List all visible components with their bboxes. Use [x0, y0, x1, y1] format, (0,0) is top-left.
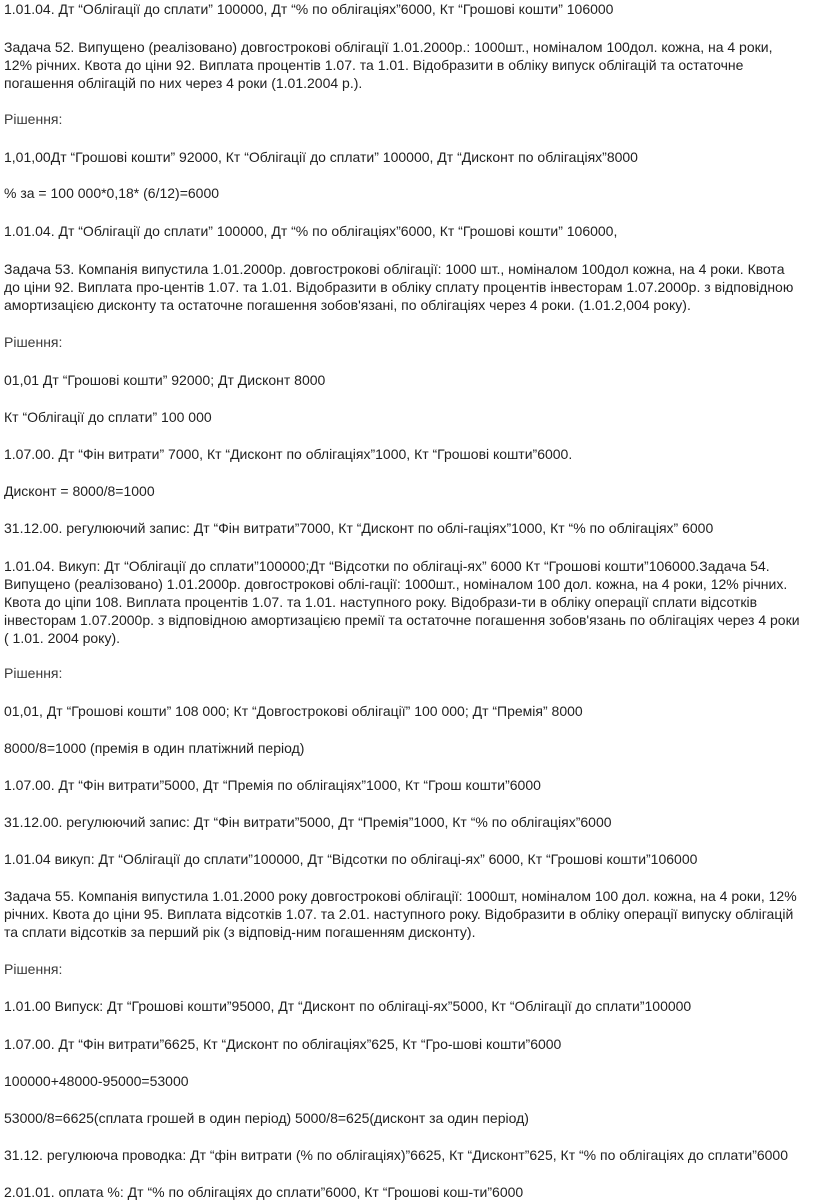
task-52: Задача 52. Випущено (реалізовано) довгострокові облігації 1.01.2000р.: 1000шт., номіналом 100дол. кожна, на 4 роки, 12% річних. Квота до ціни 92. Виплата процентів 1.07. та 1.01. Відобразити в обліку випуск облігацій та остаточне погашення облігацій по них через 4 роки (1.01.2004 р.). [4, 39, 773, 91]
entry-54-5: 1.01.04 викуп: Дт “Облігації до сплати”100000, Дт “Відсотки по облігаці-ях” 6000, Кт “Грошові кошти”106000 [4, 851, 698, 867]
task-53: Задача 53. Компанія випустила 1.01.2000р. довгострокові облігації: 1000 шт., номіналом 100дол кожна, на 4 роки. Квота до ціни 92. Виплата про-центів 1.07. та 1.01. Відобразити в обліку сплату процентів інвесторам 1.07.2000р. з відповідною амортизацією дисконту та остаточне погашення зобов'язані, по облігаціях через 4 роки. (1.01.2,004 року). [4, 261, 794, 313]
entry-52-2: % за = 100 000*0,18* (6/12)=6000 [4, 185, 220, 201]
entry-54-2: 8000/8=1000 (премія в один платіжний період) [4, 740, 305, 756]
task-54: 1.01.04. Викуп: Дт “Облігації до сплати”100000;Дт “Відсотки по облігаці-ях” 6000 Кт “Грошові кошти”106000.Задача 54. Випущено (реалізовано) 1.01.2000р. довгострокові облі-гації: 1000шт., номіналом 100 дол. кожна, на 4 роки, 12% річних. Квота до ціпи 108. Виплата процентів 1.07. та 1.01. наступного року. Відобрази-ти в обліку операції сплати відсотків інвесторам 1.07.2000р. з відповідною амортизацією премії та остаточне погашення зобов'язань по облігаціях через 4 роки ( 1.01. 2004 року). [4, 558, 800, 646]
entry-54-4: 31.12.00. регулюючий запис: Дт “Фін витрати”5000, Дт “Премія”1000, Кт “% по облігаціях”6000 [4, 814, 612, 830]
entry-55-2: 1.07.00. Дт “Фін витрати”6625, Кт “Дисконт по облігаціях”625, Кт “Гро-шові кошти”6000 [4, 1036, 562, 1052]
entry-52-1: 1,01,00Дт “Грошові кошти” 92000, Кт “Облігації до сплати” 100000, Дт “Дисконт по облігаціях”8000 [4, 149, 638, 165]
entry-55-4: 53000/8=6625(сплата грошей в один період) 5000/8=625(дисконт за один період) [4, 1110, 529, 1126]
entry-53-2: Кт “Облігації до сплати” 100 000 [4, 409, 212, 425]
entry-53-5: 31.12.00. регулюючий запис: Дт “Фін витрати”7000, Кт “Дисконт по облі-гаціях”1000, Кт “% по облігаціях” 6000 [4, 520, 714, 536]
task-55: Задача 55. Компанія випустила 1.01.2000 року довгострокові облігації: 1000шт, номіналом 100 дол. кожна, на 4 роки, 12% річних. Квота до ціни 95. Виплата відсотків 1.07. та 2.01. наступного року. Відобразити в обліку операції випуску облігацій та сплати відсотків за перший рік (з відповід-ним погашенням дисконту). [4, 888, 797, 940]
entry-53-1: 01,01 Дт “Грошові кошти” 92000; Дт Дисконт 8000 [4, 372, 326, 388]
entry-52-3: 1.01.04. Дт “Облігації до сплати” 100000, Дт “% по облігаціях”6000, Кт “Грошові кошти” 106000, [4, 223, 618, 239]
entry-55-5: 31.12. регулююча проводка: Дт “фін витрати (% по облігаціях)”6625, Кт “Дисконт”625, Кт “% по облігаціях до сплати”6000 [4, 1147, 788, 1163]
entry-54-3: 1.07.00. Дт “Фін витрати”5000, Дт “Премія по облігаціях”1000, Кт “Грош кошти”6000 [4, 777, 541, 793]
entry-55-6: 2.01.01. оплата %: Дт “% по облігаціях до сплати”6000, Кт “Грошові кош-ти”6000 [4, 1184, 524, 1200]
solution-label-54: Рішення: [4, 665, 63, 681]
entry-55-3: 100000+48000-95000=53000 [4, 1073, 189, 1089]
entry-53-3: 1.07.00. Дт “Фін витрати” 7000, Кт “Дисконт по облігаціях”1000, Кт “Грошові кошти”6000. [4, 446, 573, 462]
entry-53-4: Дисконт = 8000/8=1000 [4, 483, 155, 499]
entry-55-1: 1.01.00 Випуск: Дт “Грошові кошти”95000, Дт “Дисконт по облігаці-ях”5000, Кт “Облігації до сплати”100000 [4, 998, 692, 1014]
solution-label-55: Рішення: [4, 961, 63, 977]
solution-label-53: Рішення: [4, 334, 63, 350]
paragraph-1: 1.01.04. Дт “Облігації до сплати” 100000, Дт “% по облігаціях”6000, Кт “Грошові кошти” 106000 [4, 1, 614, 17]
entry-54-1: 01,01, Дт “Грошові кошти” 108 000; Кт “Довгострокові облігації” 100 000; Дт “Премія” 8000 [4, 703, 583, 719]
solution-label-52: Рішення: [4, 111, 63, 127]
